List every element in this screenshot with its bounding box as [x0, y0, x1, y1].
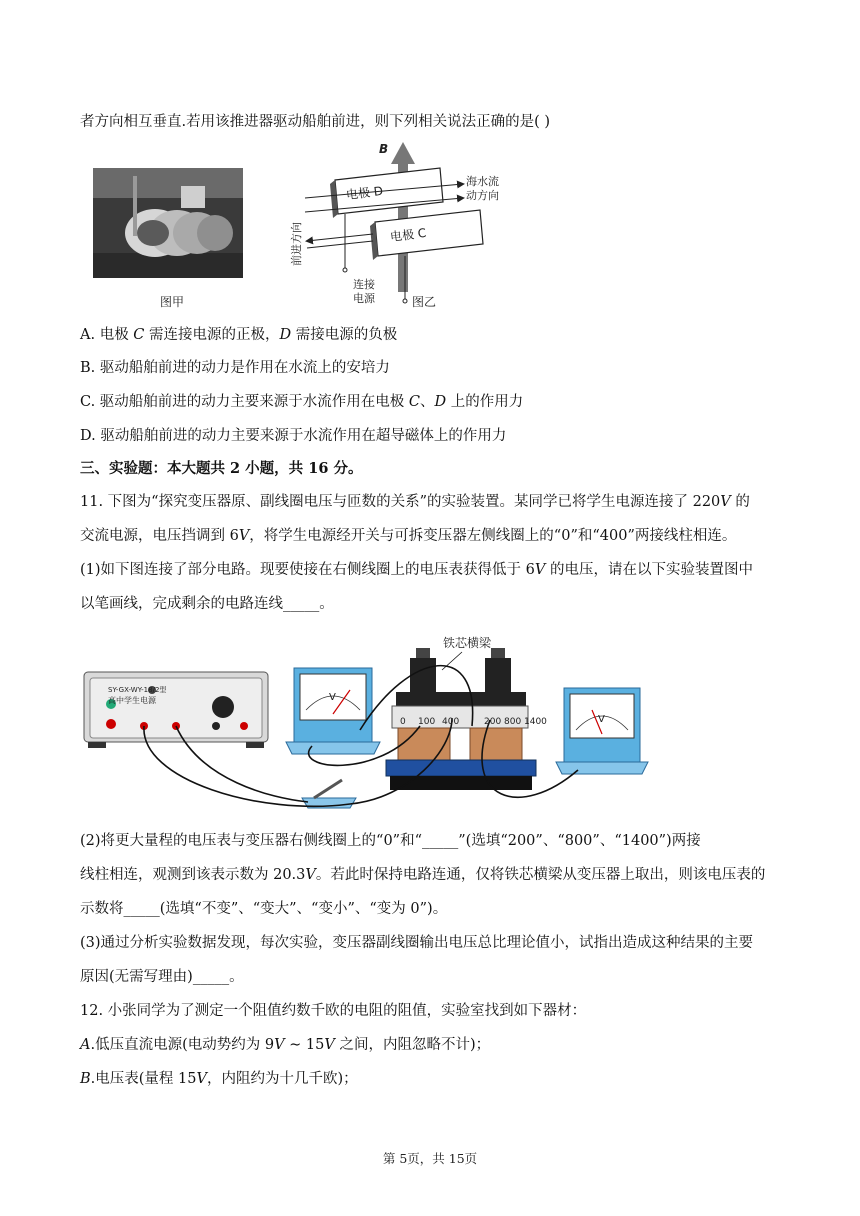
figure-caption-b: 图乙 [412, 295, 437, 309]
q11-line-7: 示数将_____(选填“不变”、“变大”、“变小”、“变为 0”)。 [80, 901, 448, 917]
forward-label: 前进方向 [290, 222, 303, 266]
q11-line-1: 11. 下图为“探究变压器原、副线圈电压与匝数的关系”的实验装置。某同学已将学生电源连接了 220𝑉 的 [80, 494, 750, 510]
flow-label-2: 动方向 [466, 189, 499, 202]
figure-caption-a: 图甲 [160, 295, 185, 309]
tap-right-800: 800 [504, 717, 522, 727]
option-d: D. 驱动船舶前进的动力主要来源于水流作用在超导磁体上的作用力 [80, 428, 507, 444]
tap-right-1400: 1400 [524, 717, 547, 727]
connect-label-2: 电源 [353, 292, 375, 305]
flow-label-1: 海水流 [466, 175, 499, 188]
figure-photo-thruster [93, 168, 243, 278]
option-c: C. 驱动船舶前进的动力主要来源于水流作用在电极 𝐶、𝐷 上的作用力 [80, 394, 524, 410]
question-text-tail: 者方向相互垂直.若用该推进器驱动船舶前进，则下列相关说法正确的是( ) [80, 114, 551, 130]
connect-label-1: 连接 [353, 278, 375, 291]
q12-line-1: 12. 小张同学为了测定一个阻值约数千欧的电阻的阻值，实验室找到如下器材： [80, 1003, 587, 1019]
psu-name-label: 高中学生电源 [108, 696, 156, 705]
q11-line-6: 线柱相连，观测到该表示数为 20.3𝑉。若此时保持电路连通，仅将铁芯横梁从变压器上取出，则该电压表的 [80, 867, 766, 883]
tap-right-200: 200 [484, 717, 502, 727]
q11-line-5: (2)将更大量程的电压表与变压器右侧线圈上的“0”和“_____”(选填“200”、“800”、“1400”)两接 [80, 833, 701, 849]
tap-left-400: 400 [442, 717, 460, 727]
option-b: B. 驱动船舶前进的动力是作用在水流上的安培力 [80, 360, 390, 376]
iron-beam-label: 铁芯横梁 [443, 636, 492, 650]
q11-line-8: (3)通过分析实验数据发现，每次实验，变压器副线圈输出电压总比理论值小，试指出造成这种结果的主要 [80, 935, 754, 951]
tap-left-0: 0 [400, 717, 406, 727]
section-heading: 三、实验题：本大题共 2 小题，共 16 分。 [80, 460, 363, 477]
q11-line-3: (1)如下图连接了部分电路。现要使接在右侧线圈上的电压表获得低于 6𝑉 的电压，请在以下实验装置图中 [80, 562, 753, 578]
field-label-b: B [379, 142, 389, 156]
electrode-c-label: 电极 C [389, 225, 427, 245]
page-footer: 第 5页，共 15页 [382, 1151, 478, 1166]
q12-line-2: 𝐴.低压直流电源(电动势约为 9𝑉 ∼ 15𝑉 之间，内阻忽略不计)； [80, 1037, 491, 1053]
psu-model-label: SY-GX-WY-18/2型 [108, 686, 167, 694]
q11-line-9: 原因(无需写理由)_____。 [80, 969, 244, 985]
q12-line-3: 𝐵.电压表(量程 15𝑉，内阻约为十几千欧)； [80, 1071, 358, 1087]
option-a: A. 电极 𝐶 需连接电源的正极，𝐷 需接电源的负极 [80, 327, 398, 343]
right-meter-v-label: V [598, 714, 605, 725]
tap-left-100: 100 [418, 717, 436, 727]
q11-line-2: 交流电源，电压挡调到 6𝑉，将学生电源经开关与可拆变压器左侧线圈上的“0”和“400”两接线柱相连。 [80, 528, 737, 544]
q11-line-4: 以笔画线，完成剩余的电路连线_____。 [80, 596, 334, 612]
electrode-d-label: 电极 D [345, 183, 384, 203]
left-meter-v-label: V [329, 692, 336, 703]
